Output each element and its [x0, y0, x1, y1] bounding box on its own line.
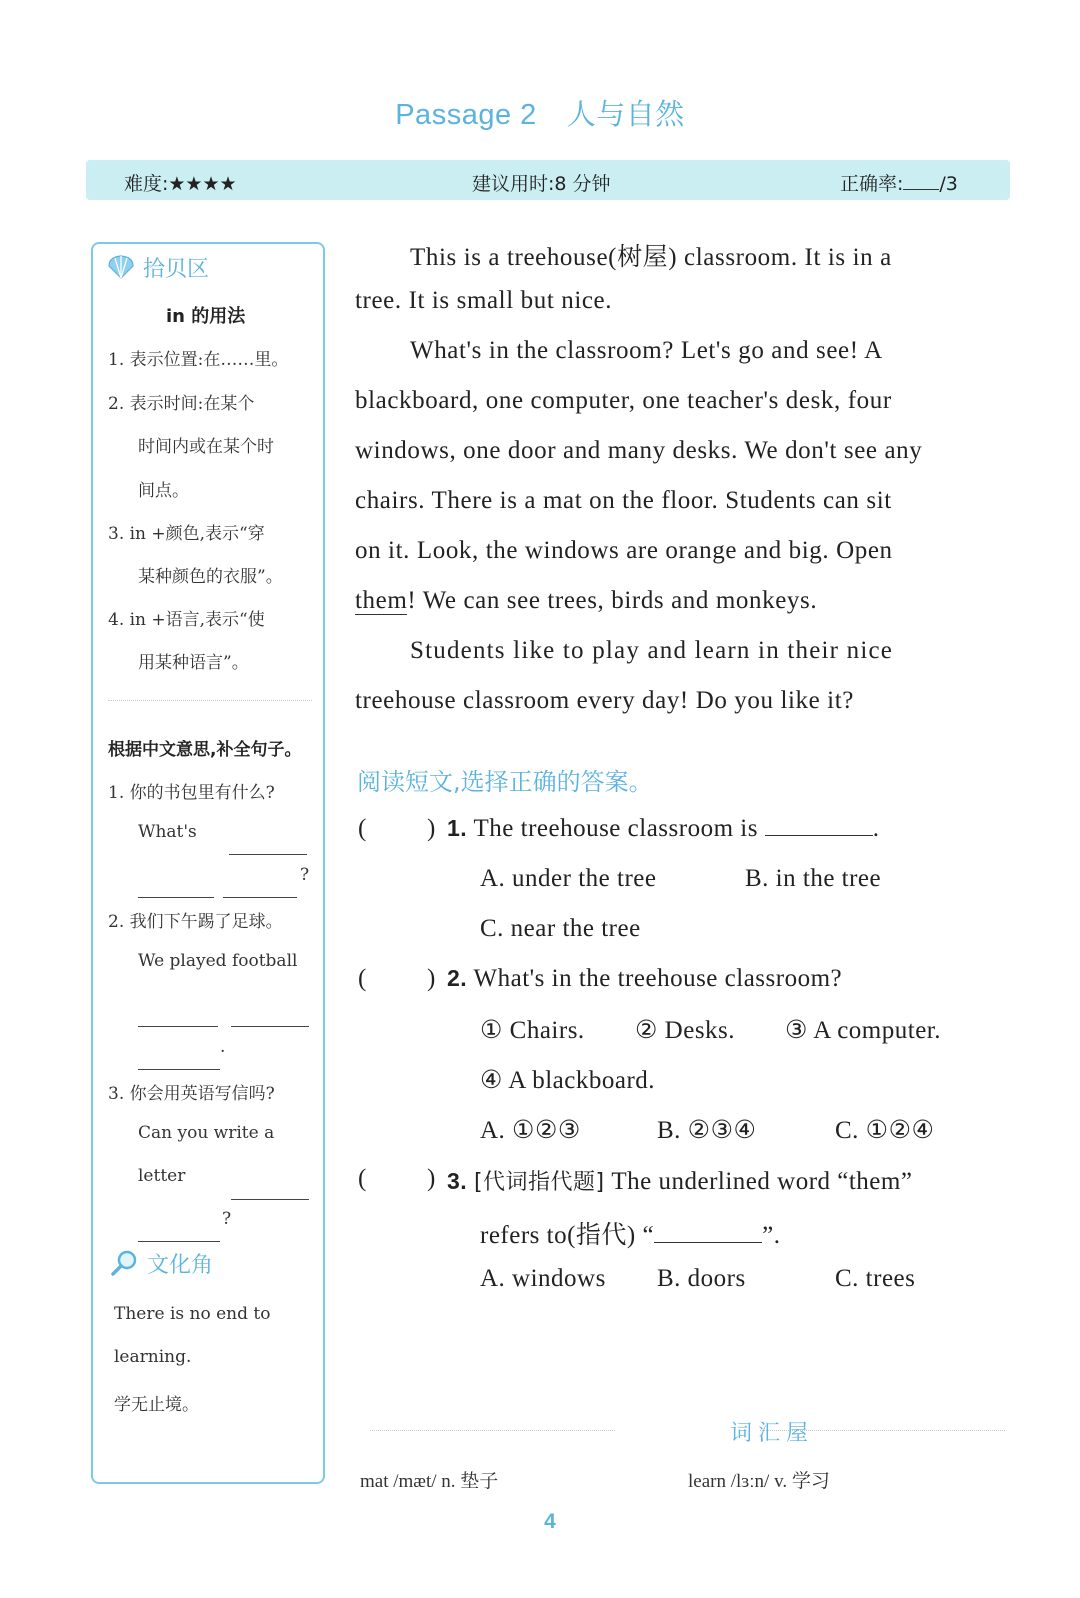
- exercise-3-chinese: 3. 你会用英语写信吗?: [108, 1084, 275, 1104]
- option-c[interactable]: C. near the tree: [480, 915, 641, 942]
- question-3-line2: refers to(指代) “ ”.: [480, 1222, 781, 1249]
- answer-slot-1[interactable]: [370, 812, 425, 846]
- suggested-time: 建议用时:8 分钟: [472, 173, 611, 195]
- passage-line: blackboard, one computer, one teacher's desk, four: [355, 387, 892, 414]
- option-b[interactable]: B. doors: [657, 1265, 746, 1292]
- usage-item: 4. in +语言,表示“使: [108, 610, 265, 630]
- answer-slot-2[interactable]: [370, 962, 425, 996]
- statement-item: ② Desks.: [635, 1017, 736, 1044]
- period: .: [220, 1037, 226, 1057]
- answer-blank[interactable]: [138, 1014, 218, 1032]
- question-3: 3. [代词指代题] The underlined word “them”: [447, 1168, 913, 1195]
- culture-heading: 文化角: [110, 1248, 213, 1279]
- answer-paren-close: ): [427, 965, 436, 992]
- passage-theme: 人与自然: [566, 99, 685, 131]
- option-a[interactable]: A. under the tree: [480, 865, 657, 892]
- exercise-2-english: We played football: [138, 951, 298, 971]
- question-tag: [代词指代题]: [473, 1170, 605, 1195]
- answer-blank[interactable]: [138, 885, 214, 903]
- usage-item: 用某种语言”。: [138, 653, 249, 673]
- exercise-1-english: What's: [138, 822, 197, 842]
- passage-line: What's in the classroom? Let's go and see! A: [410, 337, 883, 364]
- option-c[interactable]: C. trees: [835, 1265, 916, 1292]
- underlined-word: them: [355, 587, 408, 614]
- vocab-title: 词汇屋: [729, 1421, 814, 1446]
- exercise-2-chinese: 2. 我们下午踢了足球。: [108, 912, 283, 932]
- exercise-1-chinese: 1. 你的书包里有什么?: [108, 783, 275, 803]
- shell-icon: [106, 254, 136, 280]
- page-title: [0, 92, 1080, 133]
- option-a[interactable]: A. ①②③: [480, 1117, 581, 1144]
- culture-english: There is no end to: [114, 1304, 271, 1324]
- answer-paren-open: (: [358, 1165, 367, 1192]
- usage-title: in 的用法: [166, 306, 246, 327]
- passage-line: treehouse classroom every day! Do you like it?: [355, 687, 854, 714]
- question-mark: ?: [300, 865, 310, 885]
- question-1: 1. The treehouse classroom is .: [447, 815, 880, 842]
- sidebar-panel: [91, 242, 325, 1484]
- answer-paren-open: (: [358, 965, 367, 992]
- option-b[interactable]: B. in the tree: [745, 865, 882, 892]
- usage-item: 时间内或在某个时: [138, 437, 274, 457]
- passage-number: Passage 2: [395, 99, 537, 131]
- vocab-entry: learn /lɜːn/ v. 学习: [688, 1471, 830, 1492]
- answer-paren-close: ): [427, 1165, 436, 1192]
- answer-blank[interactable]: [223, 885, 297, 903]
- answer-paren-open: (: [358, 815, 367, 842]
- passage-line: them! We can see trees, birds and monkeys.: [355, 587, 818, 614]
- option-c[interactable]: C. ①②④: [835, 1117, 935, 1144]
- passage-line: This is a treehouse(树屋) classroom. It is in a: [410, 244, 892, 271]
- culture-chinese: 学无止境。: [114, 1395, 199, 1415]
- question-2: 2. What's in the treehouse classroom?: [447, 965, 843, 992]
- usage-item: 2. 表示时间:在某个: [108, 394, 255, 414]
- option-b[interactable]: B. ②③④: [657, 1117, 757, 1144]
- vocab-entry: mat /mæt/ n. 垫子: [360, 1471, 499, 1492]
- accuracy-label: 正确率: /3: [840, 173, 958, 195]
- instruction: 阅读短文,选择正确的答案。: [357, 768, 653, 796]
- page-number: 4: [544, 1510, 556, 1533]
- usage-item: 3. in +颜色,表示“穿: [108, 524, 265, 544]
- culture-english: learning.: [114, 1347, 192, 1367]
- exercise-title: 根据中文意思,补全句子。: [108, 740, 302, 760]
- shell-heading: 拾贝区: [106, 252, 209, 283]
- answer-blank[interactable]: [138, 1057, 220, 1075]
- divider: [108, 700, 312, 701]
- magnifier-icon: [110, 1249, 140, 1277]
- statement-item: ③ A computer.: [785, 1017, 941, 1044]
- usage-item: 某种颜色的衣服”。: [138, 567, 283, 587]
- usage-item: 间点。: [138, 481, 189, 501]
- statement-item: ① Chairs.: [480, 1017, 585, 1044]
- usage-item: 1. 表示位置:在……里。: [108, 350, 289, 370]
- answer-blank[interactable]: [231, 1014, 309, 1032]
- difficulty-rating: 难度:★★★★: [124, 173, 237, 195]
- statement-item: ④ A blackboard.: [480, 1067, 656, 1094]
- answer-blank[interactable]: [231, 1187, 309, 1205]
- option-a[interactable]: A. windows: [480, 1265, 606, 1292]
- passage-line: Students like to play and learn in their nice: [410, 637, 894, 664]
- answer-blank[interactable]: [138, 1229, 220, 1247]
- passage-line: on it. Look, the windows are orange and big. Open: [355, 537, 893, 564]
- passage-line: chairs. There is a mat on the floor. Students can sit: [355, 487, 892, 514]
- passage-line: tree. It is small but nice.: [355, 287, 613, 314]
- answer-paren-close: ): [427, 815, 436, 842]
- answer-blank[interactable]: [229, 842, 307, 860]
- exercise-3-english: letter: [138, 1166, 186, 1186]
- info-bar: [86, 160, 1010, 200]
- exercise-3-english: Can you write a: [138, 1123, 275, 1143]
- answer-slot-3[interactable]: [370, 1162, 425, 1196]
- passage-line: windows, one door and many desks. We don't see any: [355, 437, 923, 464]
- question-mark: ?: [222, 1209, 232, 1229]
